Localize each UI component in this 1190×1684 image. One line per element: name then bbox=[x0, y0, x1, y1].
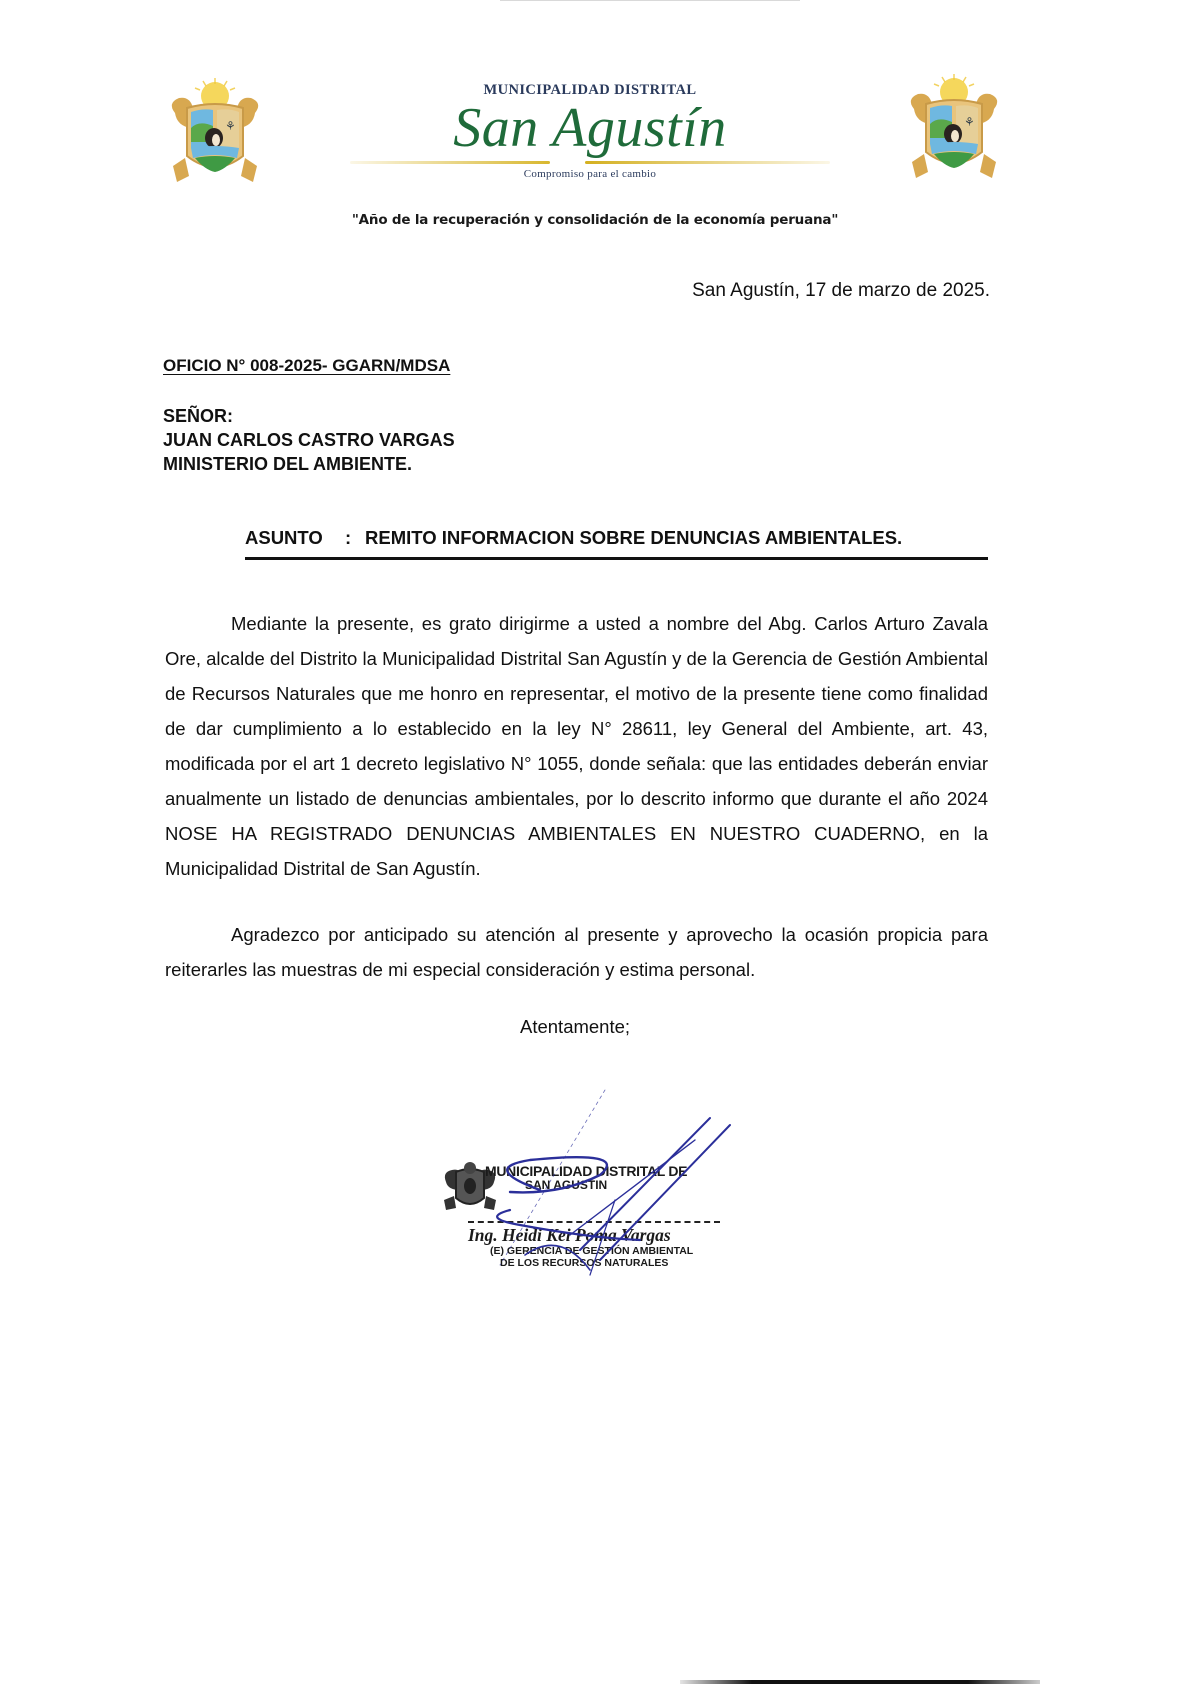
body-paragraph-2 bbox=[165, 917, 988, 987]
municipal-crest-icon bbox=[904, 74, 1004, 184]
recipient-salutation: SEÑOR: bbox=[163, 406, 234, 426]
signature-stamp bbox=[440, 1080, 740, 1280]
subject-text: REMITO INFORMACION SOBRE DENUNCIAS AMBIENTALES. bbox=[365, 527, 903, 548]
svg-text:⚘: ⚘ bbox=[225, 119, 236, 133]
subject-line bbox=[245, 527, 988, 560]
letterhead-motto: Compromiso para el cambio bbox=[523, 168, 657, 180]
body-paragraph-2-text: Agradezco por anticipado su atención al presente y aprovecho la ocasión propicia para reiterarles las muestras de mi especial consideración y estima personal. bbox=[165, 924, 988, 980]
letterhead bbox=[330, 82, 850, 180]
stamp-institution: MUNICIPALIDAD DISTRITAL DE bbox=[485, 1163, 688, 1179]
stamp-institution-2: SAN AGUSTIN bbox=[525, 1178, 608, 1192]
closing: Atentamente; bbox=[520, 1016, 631, 1037]
body-paragraph-1 bbox=[165, 606, 988, 886]
letterhead-institution: MUNICIPALIDAD DISTRITAL bbox=[483, 82, 697, 98]
signer-role-1: (E) GERENCIA DE GESTIÓN AMBIENTAL bbox=[490, 1245, 694, 1257]
scan-edge-bottom bbox=[680, 1680, 1040, 1684]
signature-line bbox=[468, 1221, 720, 1223]
letterhead-rule bbox=[350, 159, 830, 165]
recipient-block bbox=[163, 404, 455, 476]
subject-colon: : bbox=[345, 527, 352, 548]
letterhead-name: San Agustín bbox=[453, 97, 727, 159]
municipal-crest-icon bbox=[165, 78, 265, 188]
scan-edge-top bbox=[500, 0, 800, 1]
svg-text:⚘: ⚘ bbox=[964, 115, 975, 129]
document-date: San Agustín, 17 de marzo de 2025. bbox=[692, 280, 990, 301]
recipient-name: JUAN CARLOS CASTRO VARGAS bbox=[163, 430, 455, 450]
signer-name: Ing. Heidi Kei Poma Vargas bbox=[468, 1225, 671, 1245]
recipient-organization: MINISTERIO DEL AMBIENTE. bbox=[163, 454, 413, 474]
body-paragraph-1-text: Mediante la presente, es grato dirigirme a usted a nombre del Abg. Carlos Arturo Zavala Ore, alcalde del Distrito la Municipalidad Distrital San Agustín y de la Gerencia de Gestión Ambiental de Recursos Naturales que me honro en representar, el motivo de la presente tiene como finalidad de dar cumplimiento a lo establecido en la ley N° 28611, ley General del Ambiente, art. 43, modificada por el art 1 decreto legislativo N° 1055, donde señala: que las entidades deberán enviar anualmente un listado de denuncias ambientales, por lo descrito informo que durante el año 2024 NOSE HA REGISTRADO DENUNCIAS AMBIENTALES EN NUESTRO CUADERNO, en la Municipalidad Distrital de San Agustín. bbox=[165, 613, 988, 879]
document-number: OFICIO N° 008-2025- GGARN/MDSA bbox=[163, 356, 451, 375]
year-motto: "Año de la recuperación y consolidación de la economía peruana" bbox=[351, 212, 839, 228]
signer-role-2: DE LOS RECURSOS NATURALES bbox=[500, 1257, 669, 1269]
subject-label: ASUNTO bbox=[245, 527, 323, 548]
